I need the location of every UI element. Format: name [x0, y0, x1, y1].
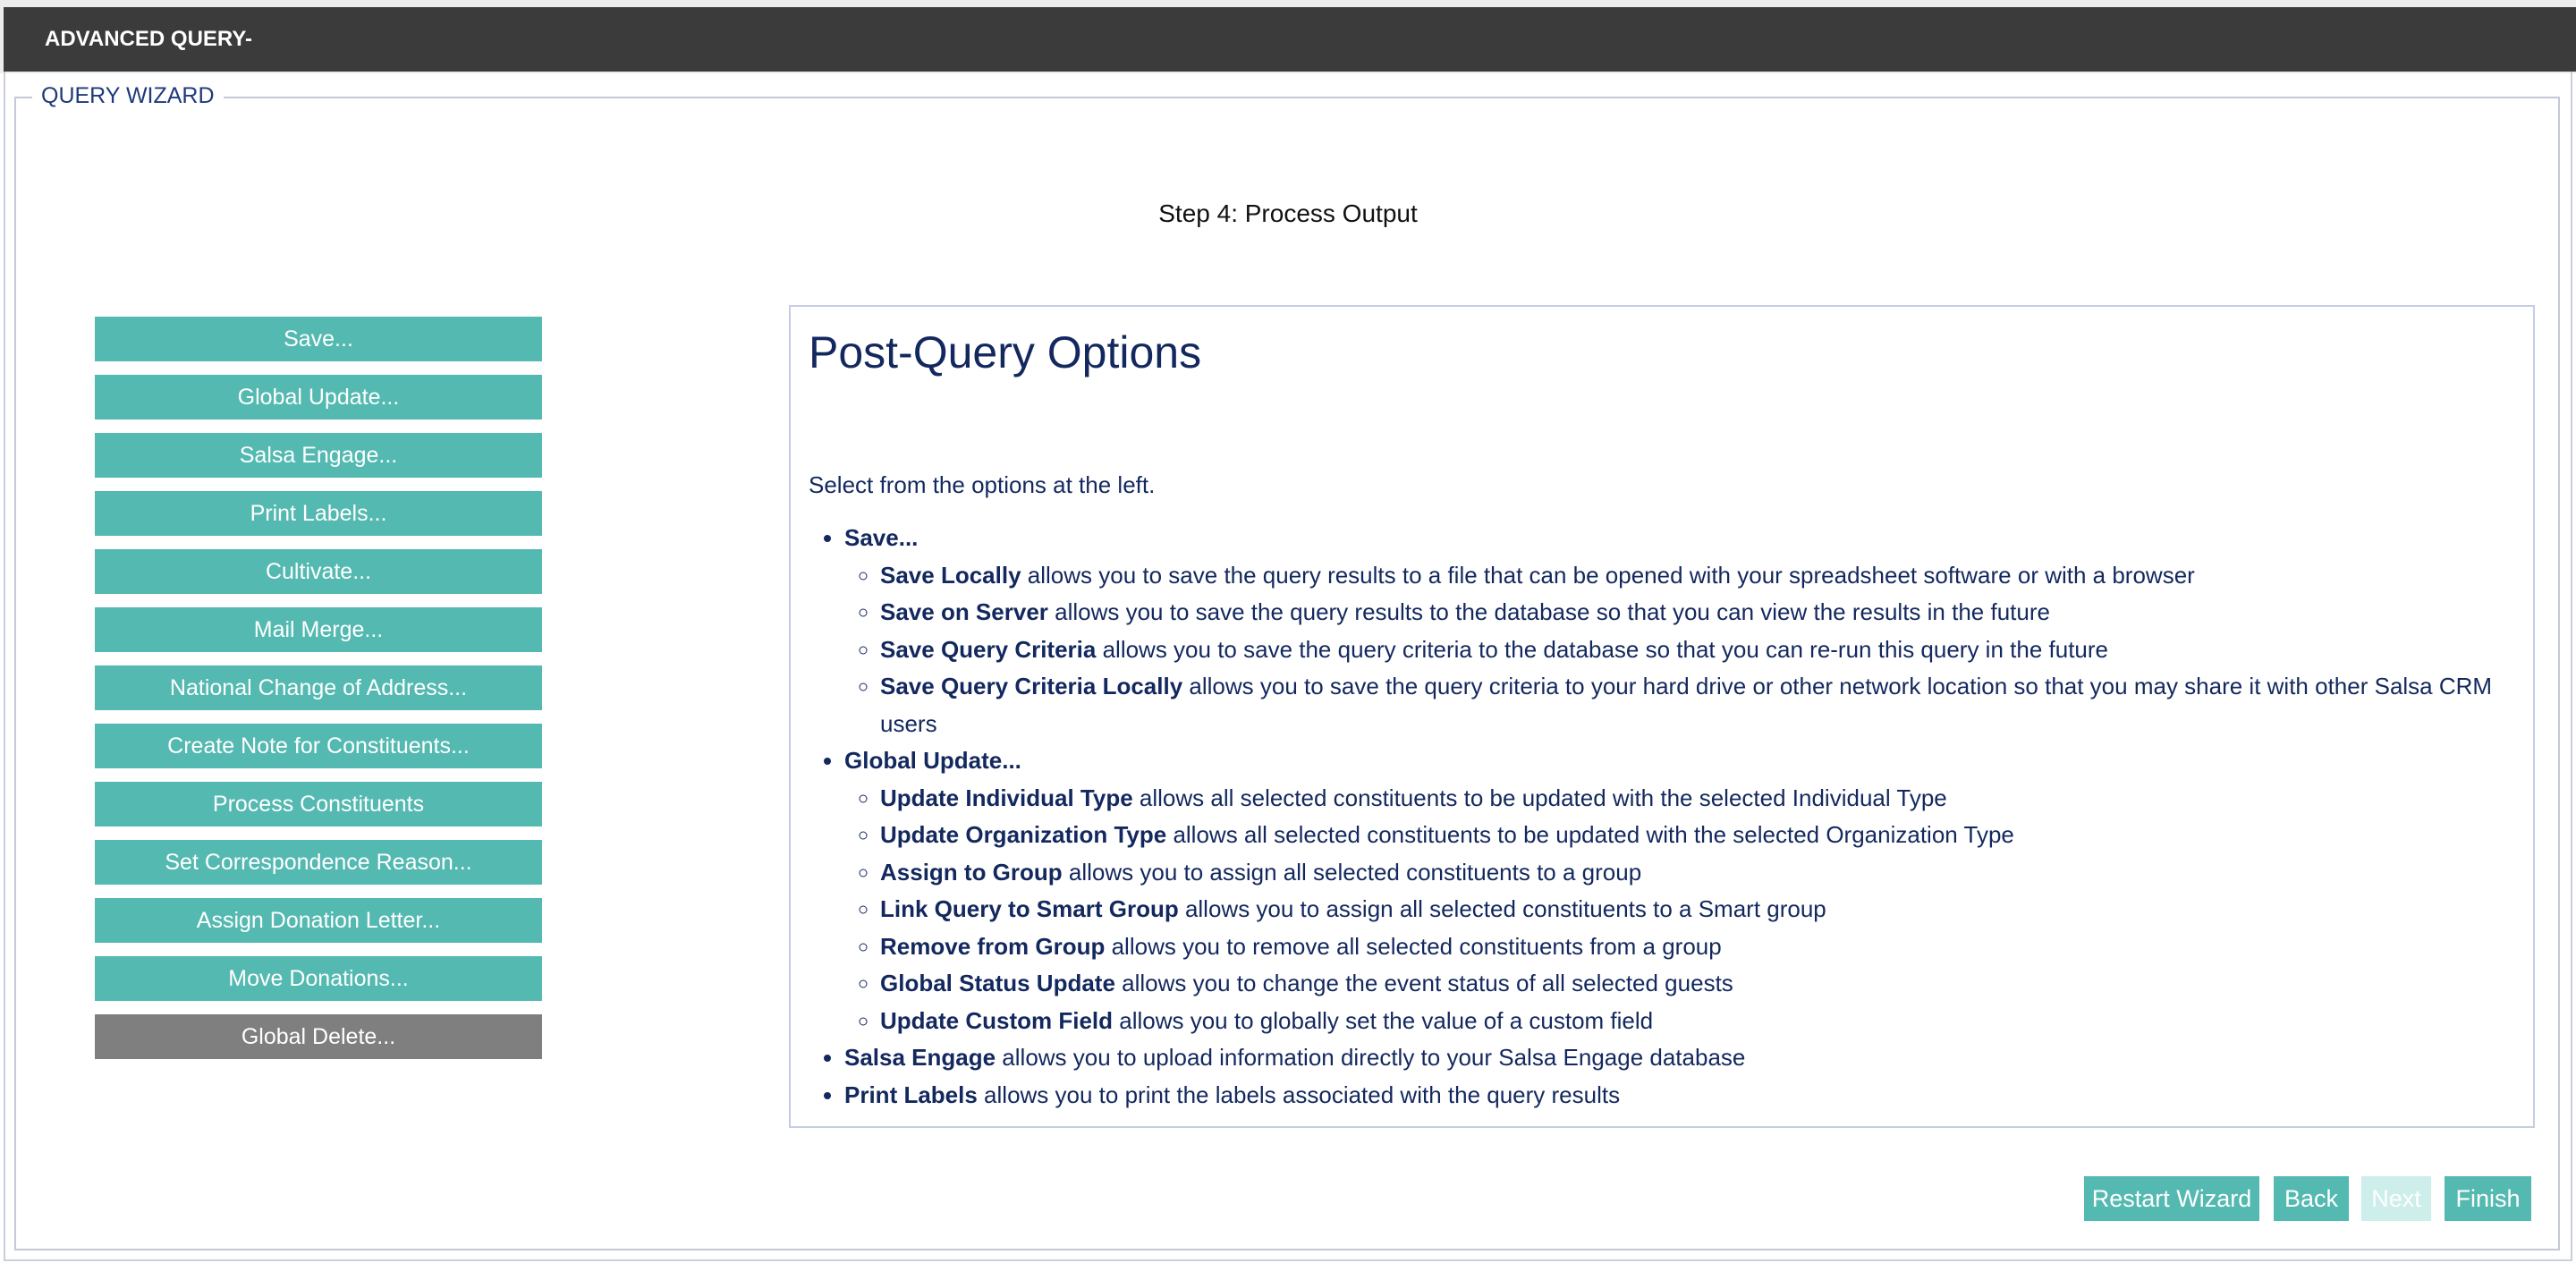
wizard-legend: QUERY WIZARD [32, 82, 224, 109]
list-item [880, 965, 2515, 1003]
global-update-options-list [844, 780, 2515, 1040]
option-desc: allows you to remove all selected constituents from a group [1105, 932, 1722, 960]
assign-donation-letter-button[interactable]: Assign Donation Letter... [95, 898, 542, 943]
post-query-button-column [95, 317, 542, 1072]
salsa-engage-button[interactable]: Salsa Engage... [95, 433, 542, 478]
option-term: Salsa Engage [844, 1044, 996, 1071]
list-item [880, 891, 2515, 928]
list-item-salsa-engage [844, 1039, 2515, 1077]
mail-merge-button[interactable]: Mail Merge... [95, 607, 542, 652]
list-item [880, 928, 2515, 966]
info-intro: Select from the options at the left. [809, 471, 1156, 498]
finish-button[interactable]: Finish [2445, 1176, 2531, 1221]
window-title: ADVANCED QUERY- [4, 7, 2576, 72]
save-options-list [844, 557, 2515, 743]
list-item [880, 817, 2515, 854]
global-update-button[interactable]: Global Update... [95, 375, 542, 420]
list-item [880, 854, 2515, 892]
list-item [880, 1003, 2515, 1040]
list-item [880, 557, 2515, 595]
option-term: Update Organization Type [880, 821, 1167, 848]
option-desc: allows all selected constituents to be updated with the selected Organization Type [1166, 821, 2014, 848]
option-desc: allows you to save the query results to a file that can be opened with your spreadsheet software or with a browser [1021, 561, 2195, 589]
list-item-title: Global Update... [844, 747, 1021, 774]
option-desc: allows you to assign all selected constituents to a Smart group [1178, 895, 1826, 922]
option-desc: allows you to save the query results to the database so that you can view the results in the future [1047, 598, 2050, 625]
option-desc: allows all selected constituents to be updated with the selected Individual Type [1132, 784, 1947, 811]
option-desc: allows you to assign all selected constituents to a group [1062, 858, 1642, 886]
option-term: Save Query Criteria Locally [880, 673, 1183, 699]
list-item [880, 780, 2515, 818]
list-item [880, 668, 2515, 742]
next-button[interactable]: Next [2361, 1176, 2431, 1221]
option-term: Remove from Group [880, 932, 1106, 960]
global-delete-button[interactable]: Global Delete... [95, 1014, 542, 1059]
list-item-global-update [844, 742, 2515, 1039]
list-item-save [844, 520, 2515, 742]
cultivate-button[interactable]: Cultivate... [95, 549, 542, 594]
list-item-print-labels [844, 1077, 2515, 1115]
info-heading: Post-Query Options [809, 327, 1202, 377]
back-button[interactable]: Back [2274, 1176, 2349, 1221]
move-donations-button[interactable]: Move Donations... [95, 956, 542, 1001]
list-item [880, 632, 2515, 669]
option-desc: allows you to upload information directly to your Salsa Engage database [996, 1044, 1746, 1071]
national-change-of-address-button[interactable]: National Change of Address... [95, 665, 542, 710]
option-term: Save Query Criteria [880, 635, 1097, 663]
option-desc: allows you to save the query criteria to your hard drive or other network location so that you may share it with other Salsa CRM users [880, 673, 2493, 737]
option-term: Update Individual Type [880, 784, 1133, 811]
create-note-button[interactable]: Create Note for Constituents... [95, 724, 542, 768]
option-desc: allows you to globally set the value of a custom field [1113, 1006, 1654, 1034]
restart-wizard-button[interactable]: Restart Wizard [2084, 1176, 2259, 1221]
step-title: Step 4: Process Output [1158, 199, 1418, 227]
option-term: Global Status Update [880, 970, 1115, 996]
option-desc: allows you to save the query criteria to the database so that you can re-run this query in the future [1096, 635, 2108, 663]
option-term: Save Locally [880, 561, 1021, 589]
option-desc: allows you to change the event status of all selected guests [1114, 970, 1733, 996]
post-query-info-panel[interactable] [789, 305, 2535, 1128]
option-term: Save on Server [880, 598, 1048, 625]
option-term: Print Labels [844, 1081, 978, 1108]
option-term: Update Custom Field [880, 1006, 1114, 1034]
list-item-title: Save... [844, 524, 919, 551]
set-correspondence-reason-button[interactable]: Set Correspondence Reason... [95, 840, 542, 885]
options-list [809, 520, 2515, 1114]
option-term: Assign to Group [880, 858, 1063, 886]
process-constituents-button[interactable]: Process Constituents [95, 782, 542, 826]
print-labels-button[interactable]: Print Labels... [95, 491, 542, 536]
save-button[interactable]: Save... [95, 317, 542, 361]
option-desc: allows you to print the labels associated with the query results [977, 1081, 1621, 1108]
option-term: Link Query to Smart Group [880, 895, 1179, 922]
list-item [880, 594, 2515, 632]
